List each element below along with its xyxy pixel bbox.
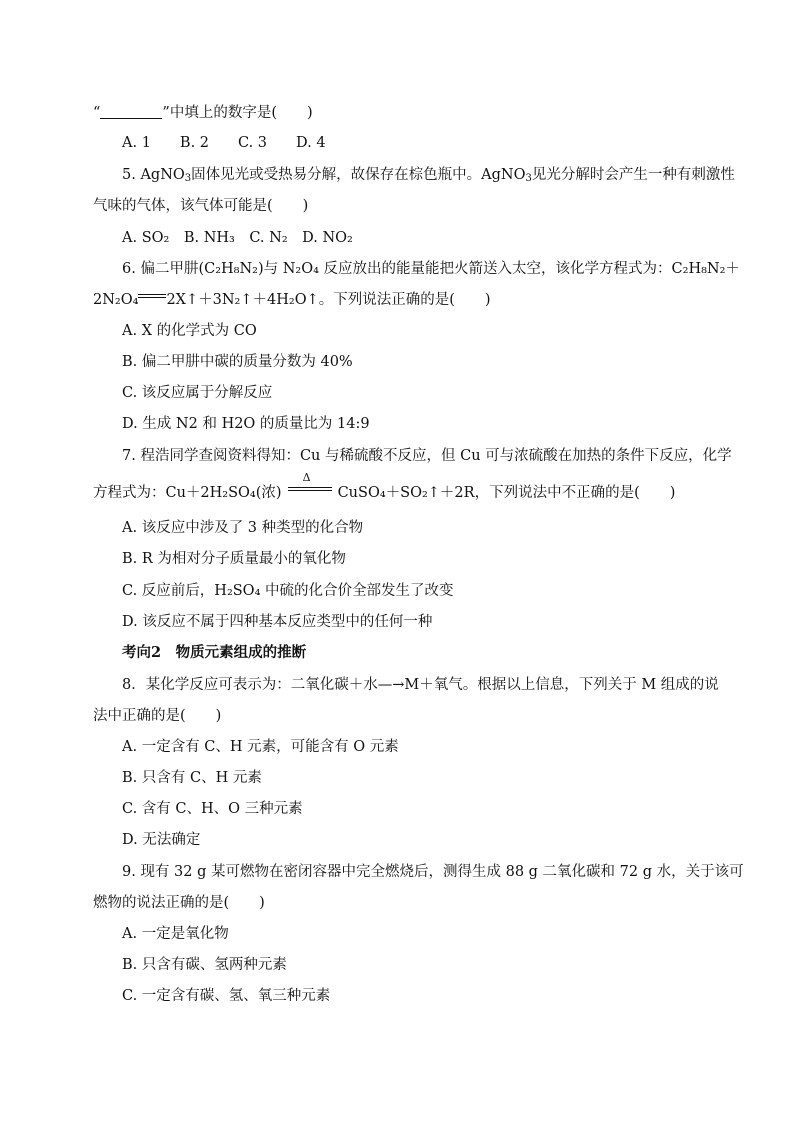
question-6-option-d: D. 生成 N2 和 H2O 的质量比为 14:9 xyxy=(122,416,370,432)
question-9-option-a: A. 一定是氧化物 xyxy=(122,926,229,942)
question-8-option-a: A. 一定含有 C、H 元素，可能含有 O 元素 xyxy=(122,739,399,755)
question-7-option-d: D. 该反应不属于四种基本反应类型中的任何一种 xyxy=(122,614,433,630)
question-5-stem-line2: 气味的气体，该气体可能是( ) xyxy=(93,198,309,214)
question-6-stem: 6. 偏二甲肼(C₂H₈N₂)与 N₂O₄ 反应放出的能量能把火箭送入太空，该化学方程式为：C₂H₈N₂＋ xyxy=(122,261,740,277)
question-9-stem: 9. 现有 32 g 某可燃物在密闭容器中完全燃烧后，测得生成 88 g 二氧化碳和 72 g 水，关于该可 xyxy=(122,864,744,880)
question-9-option-b: B. 只含有碳、氢两种元素 xyxy=(122,957,287,973)
question-6-equation: 2N₂O₄ 2X↑＋3N₂↑＋4H₂O↑。下列说法正确的是( ) xyxy=(93,292,491,308)
equals-sign-icon xyxy=(138,292,166,302)
question-8-option-c: C. 含有 C、H、O 三种元素 xyxy=(122,801,303,817)
question-9-option-c: C. 一定含有碳、氢、氧三种元素 xyxy=(122,988,331,1004)
question-6-option-a: A. X 的化学式为 CO xyxy=(122,323,257,339)
question-7-stem: 7. 程浩同学查阅资料得知：Cu 与稀硫酸不反应，但 Cu 可与浓硫酸在加热的条件下反应，化学 xyxy=(122,448,732,464)
section-heading: 考向2 物质元素组成的推断 xyxy=(122,644,307,661)
question-7-option-b: B. R 为相对分子质量最小的氧化物 xyxy=(122,551,346,567)
question-5-options: A. SO₂ B. NH₃ C. N₂ D. NO₂ xyxy=(122,230,353,246)
question-8-stem-line2: 法中正确的是( ) xyxy=(93,708,222,724)
question-6-option-c: C. 该反应属于分解反应 xyxy=(122,385,273,401)
question-4-options: A. 1 B. 2 C. 3 D. 4 xyxy=(122,135,326,151)
question-4-stem-tail: “ ”中填上的数字是( ) xyxy=(93,105,313,121)
question-7-equation: 方程式为：Cu＋2H₂SO₄(浓) Δ CuSO₄＋SO₂↑＋2R，下列说法中不正确的是( ) xyxy=(93,471,676,501)
question-7-option-a: A. 该反应中涉及了 3 种类型的化合物 xyxy=(122,520,364,536)
question-8-option-d: D. 无法确定 xyxy=(122,832,201,848)
question-8-stem: 8．某化学反应可表示为：二氧化碳＋水—→M＋氧气。根据以上信息，下列关于 M 组成的说 xyxy=(122,677,719,693)
question-6-option-b: B. 偏二甲肼中碳的质量分数为 40% xyxy=(122,354,353,370)
question-8-option-b: B. 只含有 C、H 元素 xyxy=(122,770,262,786)
question-5-stem: 5. AgNO$_3$固体见光或受热易分解，故保存在棕色瓶中。AgNO$_3$见光分解时会产生一种有刺激性 xyxy=(122,167,735,184)
fill-blank xyxy=(100,104,162,119)
question-7-option-c: C. 反应前后，H₂SO₄ 中硫的化合价全部发生了改变 xyxy=(122,583,454,599)
heating-equals-icon: Δ xyxy=(288,483,332,497)
question-9-stem-line2: 燃物的说法正确的是( ) xyxy=(93,895,265,911)
